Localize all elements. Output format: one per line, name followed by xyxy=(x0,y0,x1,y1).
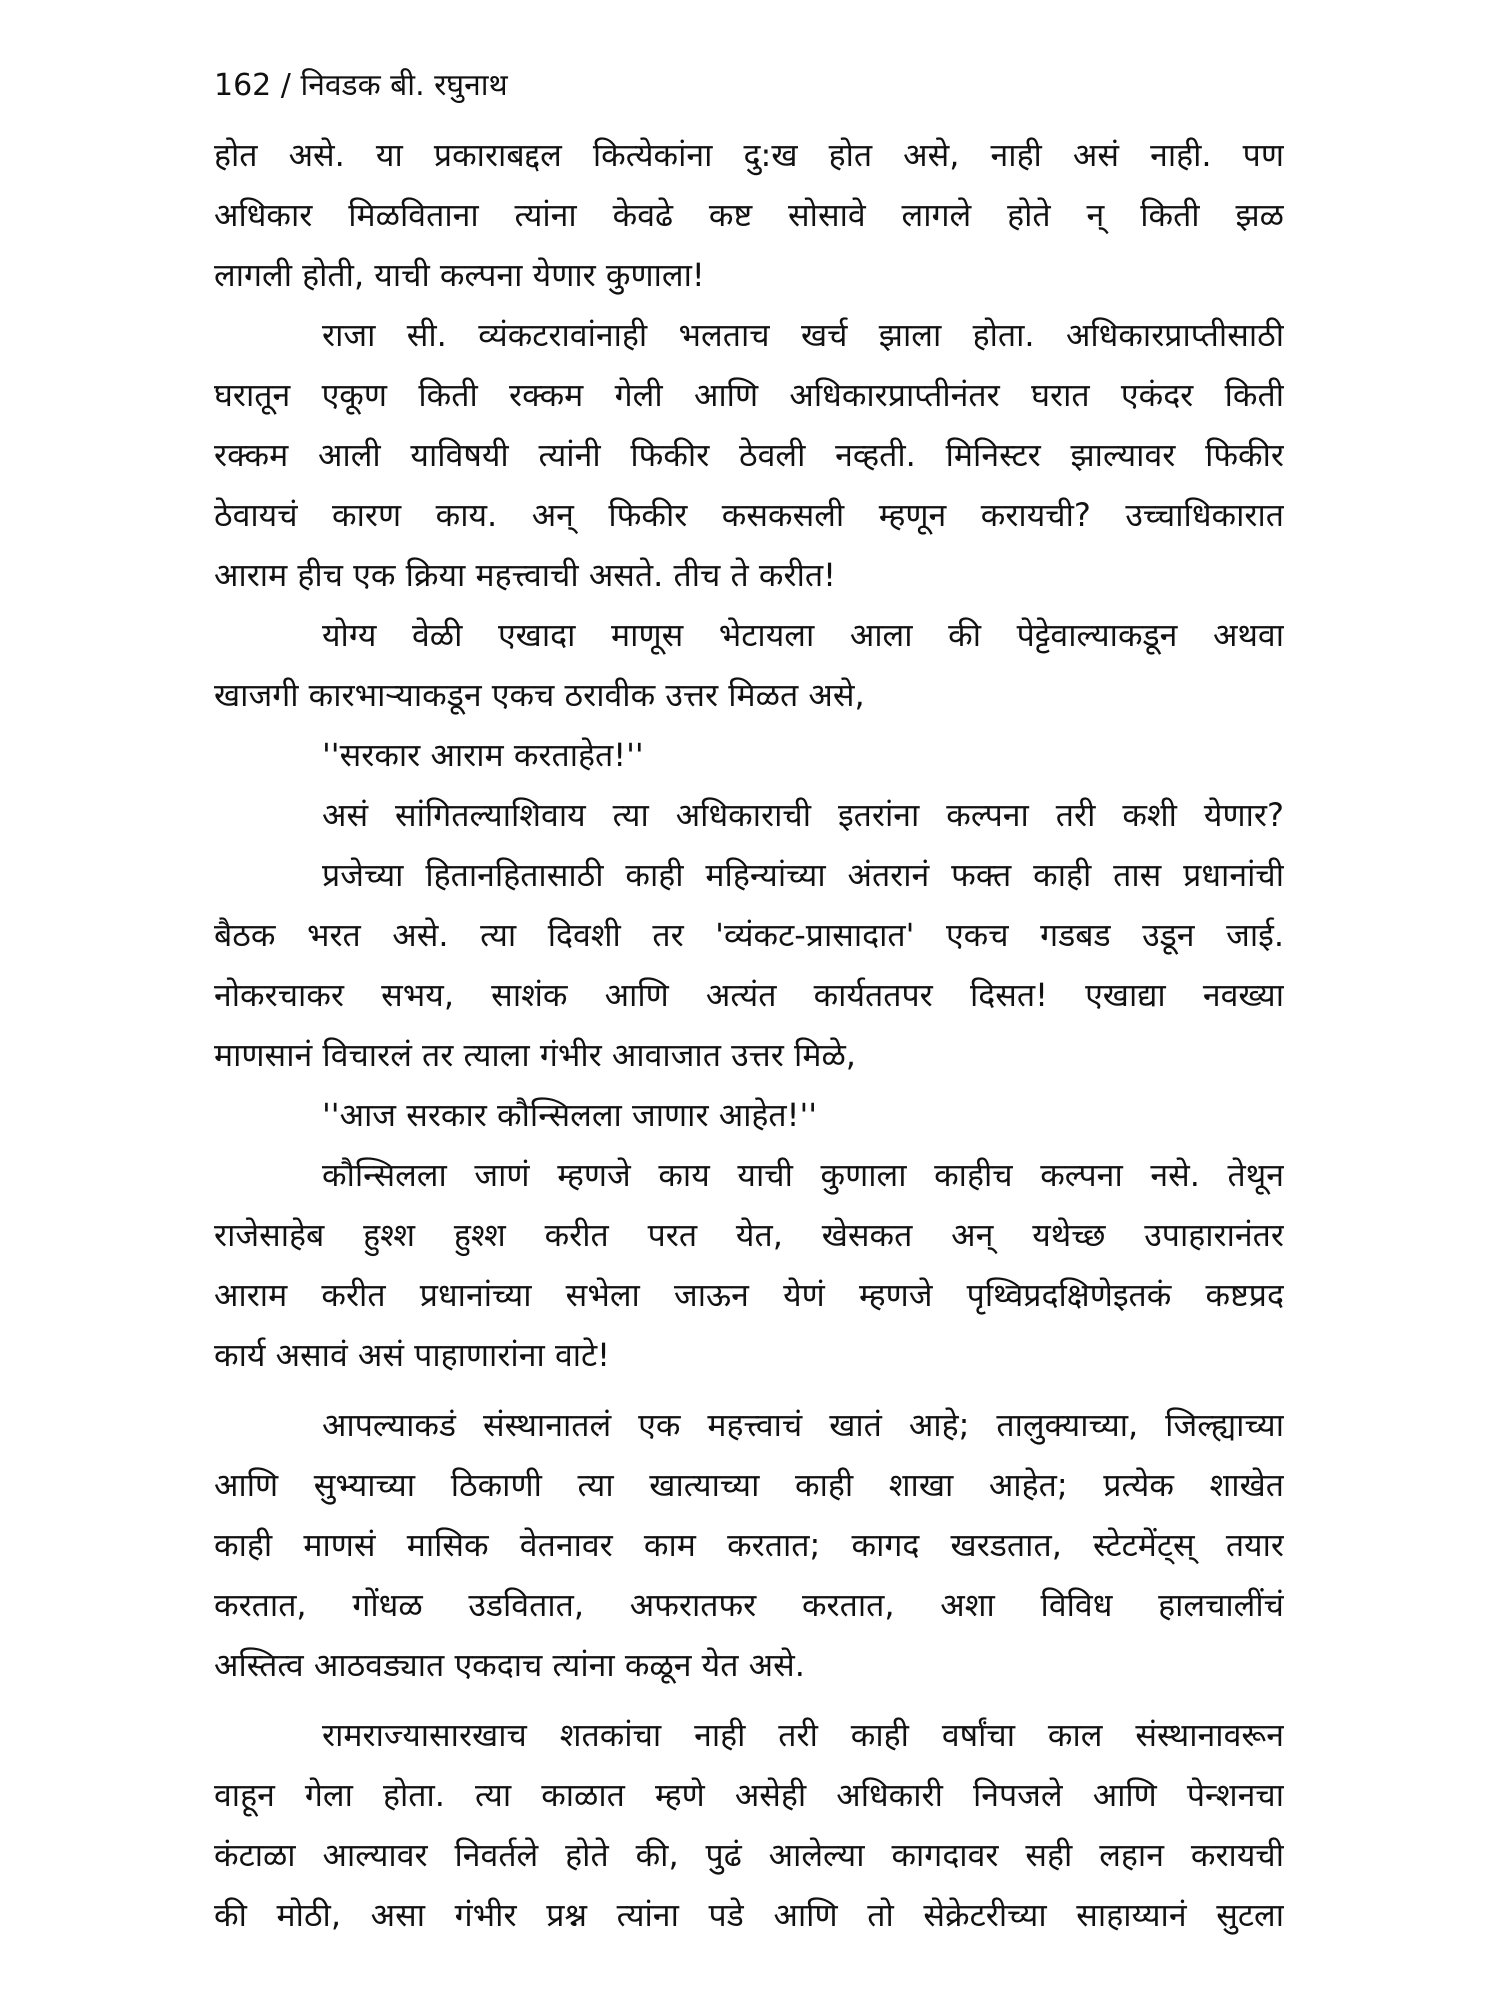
text-line: आराम हीच एक क्रिया महत्त्वाची असते. तीच ते करीत! xyxy=(214,556,836,594)
text-line: वाहून गेला होता. त्या काळात म्हणे असेही अधिकारी निपजले आणि पेन्शनचा xyxy=(214,1776,1284,1814)
text-line: खाजगी कारभाऱ्याकडून एकच ठरावीक उत्तर मिळत असे, xyxy=(214,676,865,714)
text-line: ठेवायचं कारण काय. अन् फिकीर कसकसली म्हणून करायची? उच्चाधिकारात xyxy=(214,496,1284,534)
running-header: 162 / निवडक बी. रघुनाथ xyxy=(214,68,508,103)
text-line: कंटाळा आल्यावर निवर्तले होते की, पुढं आलेल्या कागदावर सही लहान करायची xyxy=(214,1836,1284,1874)
paragraph-start-line: प्रजेच्या हितानहितासाठी काही महिन्यांच्या अंतरानं फक्त काही तास प्रधानांची xyxy=(322,856,1284,894)
paragraph-start-line: आपल्याकडं संस्थानातलं एक महत्त्वाचं खातं आहे; तालुक्याच्या, जिल्ह्याच्या xyxy=(322,1406,1284,1444)
quoted-line: ''आज सरकार कौन्सिलला जाणार आहेत!'' xyxy=(322,1096,818,1134)
text-line: माणसानं विचारलं तर त्याला गंभीर आवाजात उत्तर मिळे, xyxy=(214,1036,856,1074)
paragraph-start-line: असं सांगितल्याशिवाय त्या अधिकाराची इतरांना कल्पना तरी कशी येणार? xyxy=(322,796,1284,834)
text-line: आराम करीत प्रधानांच्या सभेला जाऊन येणं म्हणजे पृथ्विप्रदक्षिणेइतकं कष्टप्रद xyxy=(214,1276,1284,1314)
text-line: काही माणसं मासिक वेतनावर काम करतात; कागद खरडतात, स्टेटमेंट्स् तयार xyxy=(214,1526,1284,1564)
text-line: करतात, गोंधळ उडवितात, अफरातफर करतात, अशा विविध हालचालींचं xyxy=(214,1586,1284,1624)
paragraph-start-line: रामराज्यासारखाच शतकांचा नाही तरी काही वर्षांचा काल संस्थानावरून xyxy=(322,1716,1284,1754)
paragraph-start-line: राजा सी. व्यंकटरावांनाही भलताच खर्च झाला होता. अधिकारप्राप्तीसाठी xyxy=(322,316,1284,354)
text-line: राजेसाहेब हुश्श हुश्श करीत परत येत, खेसकत अन् यथेच्छ उपाहारानंतर xyxy=(214,1216,1284,1254)
paragraph-start-line: योग्य वेळी एखादा माणूस भेटायला आला की पेट्टेवाल्याकडून अथवा xyxy=(322,616,1284,654)
text-line: आणि सुभ्याच्या ठिकाणी त्या खात्याच्या काही शाखा आहेत; प्रत्येक शाखेत xyxy=(214,1466,1284,1504)
quoted-line: ''सरकार आराम करताहेत!'' xyxy=(322,736,644,774)
text-line: अधिकार मिळविताना त्यांना केवढे कष्ट सोसावे लागले होते न् किती झळ xyxy=(214,196,1284,234)
text-line: कार्य असावं असं पाहाणारांना वाटे! xyxy=(214,1336,610,1374)
text-line: अस्तित्व आठवड्यात एकदाच त्यांना कळून येत असे. xyxy=(214,1646,805,1684)
text-line: बैठक भरत असे. त्या दिवशी तर 'व्यंकट-प्रासादात' एकच गडबड उडून जाई. xyxy=(214,916,1284,954)
text-line: घरातून एकूण किती रक्कम गेली आणि अधिकारप्राप्तीनंतर घरात एकंदर किती xyxy=(214,376,1284,414)
text-line: नोकरचाकर सभय, साशंक आणि अत्यंत कार्यततपर दिसत! एखाद्या नवख्या xyxy=(214,976,1284,1014)
text-line: रक्कम आली याविषयी त्यांनी फिकीर ठेवली नव्हती. मिनिस्टर झाल्यावर फिकीर xyxy=(214,436,1284,474)
text-line: की मोठी, असा गंभीर प्रश्न त्यांना पडे आणि तो सेक्रेटरीच्या साहाय्यानं सुटला xyxy=(214,1896,1284,1934)
text-line: लागली होती, याची कल्पना येणार कुणाला! xyxy=(214,256,705,294)
paragraph-start-line: कौन्सिलला जाणं म्हणजे काय याची कुणाला काहीच कल्पना नसे. तेथून xyxy=(322,1156,1284,1194)
text-line: होत असे. या प्रकाराबद्दल कित्येकांना दु:ख होत असे, नाही असं नाही. पण xyxy=(214,136,1284,174)
